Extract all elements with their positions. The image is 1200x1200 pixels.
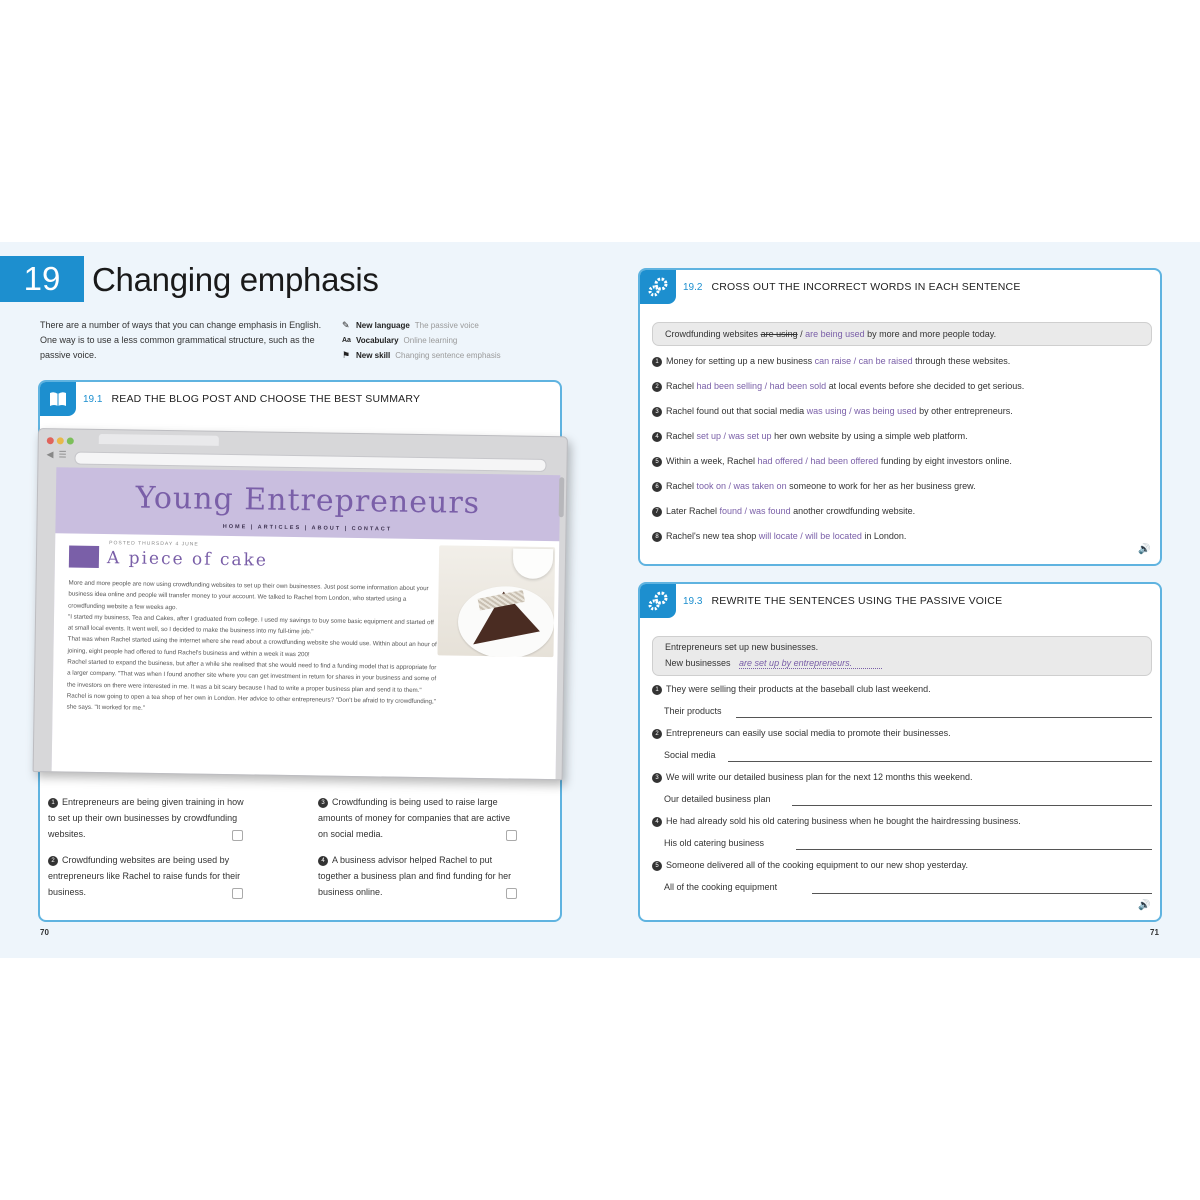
answer-input-line[interactable] (728, 761, 1152, 762)
option-number: 4 (318, 856, 328, 866)
exercise-number: 19.3 (683, 595, 703, 607)
example-text (665, 329, 996, 339)
sentence-before: Rachel found out that social media (666, 406, 807, 416)
sentence-before: Money for setting up a new business (666, 356, 815, 366)
sentence-after: by other entrepreneurs. (916, 406, 1013, 416)
option-2-checkbox[interactable] (232, 888, 243, 899)
option-1 (48, 794, 248, 842)
sentence-after: through these websites. (912, 356, 1011, 366)
back-arrow-icon[interactable]: ◀ (46, 449, 54, 460)
answer-input-line[interactable] (796, 849, 1152, 850)
item-number: 3 (652, 407, 662, 417)
meta-label: New skill (356, 351, 391, 360)
example-rewrite (652, 636, 1152, 676)
gears-icon (640, 270, 676, 304)
option-text: Crowdfunding websites are being used by entrepreneurs like Rachel to raise funds for their business. (48, 855, 241, 897)
teacup-shape (513, 548, 553, 579)
item-number: 1 (652, 357, 662, 367)
sentence-before: Within a week, Rachel (666, 456, 758, 466)
answer-input-line[interactable] (736, 717, 1152, 718)
rewrite-prompt (652, 772, 1152, 783)
rewrite-item-3 (652, 772, 1152, 816)
grammar-icon: ✎ (342, 320, 350, 330)
option-text: Crowdfunding is being used to raise large amounts of money for companies that are active on social media. (318, 797, 511, 839)
option-3-checkbox[interactable] (506, 830, 517, 841)
sentence-options[interactable]: had offered / had been offered (757, 456, 879, 466)
exercise-19-2-panel (638, 268, 1162, 566)
cake-photo (437, 545, 555, 657)
meta-value: Changing sentence emphasis (395, 351, 501, 360)
answer-start: Social media (664, 750, 716, 760)
prompt-text: Entrepreneurs can easily use social media to promote their businesses. (666, 728, 951, 738)
exercise-header (640, 270, 1021, 304)
item-number: 2 (652, 729, 662, 739)
answer-start: Their products (664, 706, 722, 716)
exercise-header (640, 584, 1002, 618)
sentence-options[interactable]: took on / was taken on (696, 481, 787, 491)
option-text: Entrepreneurs are being given training in how to set up their own businesses by crowdfunding websites. (48, 797, 244, 839)
audio-speaker-icon[interactable]: 🔊 (1138, 544, 1151, 555)
exercise-number: 19.1 (83, 393, 103, 405)
answer-start: His old catering business (664, 838, 765, 848)
sentence-after: in London. (861, 531, 907, 541)
minimize-dot-icon (57, 437, 64, 444)
rewrite-item-1 (652, 684, 1152, 728)
blog-browser-window (33, 428, 568, 780)
unit-number: 19 (0, 256, 84, 302)
example-answer: are set up by entrepreneurs. (739, 658, 882, 669)
sentence-after: at local events before she decided to get serious. (826, 381, 1025, 391)
rewrite-list (652, 684, 1152, 904)
unit-meta (342, 318, 552, 363)
example-answer-row (665, 658, 882, 668)
option-number: 1 (48, 798, 58, 808)
sentence-options[interactable]: was using / was being used (806, 406, 917, 416)
exercise-header (40, 382, 420, 416)
prompt-text: Someone delivered all of the cooking equipment to our new shop yesterday. (666, 860, 969, 870)
sentence-before: Rachel (666, 381, 697, 391)
sentence-8[interactable] (652, 531, 1024, 556)
item-number: 6 (652, 482, 662, 492)
post-body (67, 578, 439, 719)
blog-nav[interactable]: HOME | ARTICLES | ABOUT | CONTACT (222, 523, 393, 533)
unit-intro: There are a number of ways that you can change emphasis in English. One way is to use a less common grammatical structure, such as the passive voice. (40, 320, 322, 360)
meta-value: Online learning (403, 336, 458, 345)
blog-site-title: Young Entrepreneurs (135, 480, 481, 521)
item-number: 5 (652, 457, 662, 467)
sentence-list (652, 356, 1024, 556)
meta-label: Vocabulary (356, 336, 399, 345)
prompt-text: He had already sold his old catering business when he bought the hairdressing business. (666, 816, 1021, 826)
option-number: 3 (318, 798, 328, 808)
example-prompt: Entrepreneurs set up new businesses. (665, 642, 819, 652)
item-number: 7 (652, 507, 662, 517)
sentence-options[interactable]: found / was found (719, 506, 791, 516)
rewrite-prompt (652, 684, 1152, 695)
prompt-text: They were selling their products at the baseball club last weekend. (666, 684, 931, 694)
blog-page (52, 467, 561, 775)
scrollbar[interactable] (559, 477, 565, 517)
sentence-2[interactable] (652, 381, 1024, 406)
answer-input-line[interactable] (812, 893, 1152, 894)
sentence-after: funding by eight investors online. (878, 456, 1012, 466)
option-text: A business advisor helped Rachel to put together a business plan and find funding for her business online. (318, 855, 512, 897)
skill-icon: ⚑ (342, 350, 351, 360)
page-number-right: 71 (1150, 928, 1159, 937)
item-number: 2 (652, 382, 662, 392)
sentence-after: her own website by using a simple web platform. (771, 431, 968, 441)
sentence-options[interactable]: set up / was set up (696, 431, 772, 441)
blog-post (52, 533, 560, 779)
item-number: 1 (652, 685, 662, 695)
example-after: by more and more people today. (864, 329, 997, 339)
meta-label: New language (356, 321, 410, 330)
close-dot-icon (47, 437, 54, 444)
sentence-after: another crowdfunding website. (790, 506, 916, 516)
sentence-options[interactable]: can raise / can be raised (814, 356, 913, 366)
gears-icon (640, 584, 676, 618)
exercise-title: REWRITE THE SENTENCES USING THE PASSIVE VOICE (711, 595, 1003, 607)
book-spread (0, 242, 1200, 958)
option-4-checkbox[interactable] (506, 888, 517, 899)
sentence-before: Rachel (666, 481, 697, 491)
example-before: Crowdfunding websites (665, 329, 759, 339)
rewrite-item-4 (652, 816, 1152, 860)
option-3 (318, 794, 518, 842)
browser-tab[interactable] (99, 434, 219, 446)
example-sentence (652, 322, 1152, 346)
example-slash: / (797, 329, 806, 339)
exercise-19-3-panel (638, 582, 1162, 922)
sentence-6[interactable] (652, 481, 1024, 506)
sentence-1[interactable] (652, 356, 1024, 381)
meta-new-skill (342, 348, 552, 363)
post-paragraph: That was when Rachel started using the internet where she read about a crowdfunding website she would use. Within about an hour of joining, eight people had offered to fund Rachel's business and within a week it was 200! (67, 635, 437, 659)
option-2 (48, 852, 248, 900)
sentence-3[interactable] (652, 406, 1024, 431)
maximize-dot-icon (67, 437, 74, 444)
item-number: 4 (652, 432, 662, 442)
post-paragraph: More and more people are now using crowdfunding websites to set up their own businesses. Just post some information about your business idea online and people will transfer money to your account. We talked to Rachel from London, who started using a crowdfunding website a few weeks ago. (68, 579, 429, 611)
item-number: 4 (652, 817, 662, 827)
item-number: 8 (652, 532, 662, 542)
rewrite-prompt (652, 728, 1152, 739)
page-number-left: 70 (40, 928, 49, 937)
option-4 (318, 852, 518, 900)
meta-vocabulary (342, 333, 552, 348)
option-number: 2 (48, 856, 58, 866)
post-paragraph: "I started my business, Tea and Cakes, after I graduated from college. I used my savings to buy some basic equipment and started off at small local events. It went well, so I decided to make the business into my full-time job." (67, 613, 434, 636)
answer-start: Our detailed business plan (664, 794, 771, 804)
answer-input-line[interactable] (792, 805, 1152, 806)
meta-value: The passive voice (414, 321, 479, 330)
post-paragraph: Rachel started to expand the business, but after a while she realised that she would need to find a funding model that is appropriate for a larger company. "That was when I found another site where you can get investment in return for shares in your business and some of the investors on there were interested in me. It was a bit scary because I had to write a proper business plan and send it to them." (66, 658, 437, 694)
rewrite-prompt (652, 860, 1152, 871)
item-number: 5 (652, 861, 662, 871)
sentence-options[interactable]: had been selling / had been sold (696, 381, 827, 391)
exercise-title: READ THE BLOG POST AND CHOOSE THE BEST SUMMARY (111, 393, 421, 405)
sentence-4[interactable] (652, 431, 1024, 456)
exercise-number: 19.2 (683, 281, 703, 293)
sentence-before: Later Rachel (666, 506, 720, 516)
sentence-before: Rachel (666, 431, 697, 441)
vocabulary-icon: Aa (342, 337, 351, 344)
post-title: A piece of cake (106, 548, 269, 571)
sentence-5[interactable] (652, 456, 1024, 481)
sentence-7[interactable] (652, 506, 1024, 531)
rewrite-item-5 (652, 860, 1152, 904)
example-crossed: are using (760, 329, 798, 339)
book-icon (40, 382, 76, 416)
post-paragraph: Rachel is now going to open a tea shop of her own in London. Her advice to other entrepreneurs? "Don't be afraid to try crowdfunding," she says. "It worked for me." (66, 692, 436, 712)
post-accent-square (69, 546, 99, 568)
answer-start: All of the cooking equipment (664, 882, 778, 892)
menu-icon[interactable]: ☰ (58, 449, 67, 460)
option-1-checkbox[interactable] (232, 830, 243, 841)
example-start: New businesses (665, 658, 731, 668)
audio-speaker-icon[interactable]: 🔊 (1138, 900, 1151, 911)
sentence-after: someone to work for her as her business grew. (786, 481, 976, 491)
rewrite-item-2 (652, 728, 1152, 772)
sentence-options[interactable]: will locate / will be located (758, 531, 862, 541)
unit-title: Changing emphasis (92, 261, 379, 298)
rewrite-prompt (652, 816, 1152, 827)
item-number: 3 (652, 773, 662, 783)
prompt-text: We will write our detailed business plan for the next 12 months this weekend. (666, 772, 973, 782)
sentence-before: Rachel's new tea shop (666, 531, 759, 541)
meta-new-language (342, 318, 552, 333)
example-correct: are being used (805, 329, 865, 339)
post-date: POSTED THURSDAY 4 JUNE (109, 540, 199, 548)
exercise-title: CROSS OUT THE INCORRECT WORDS IN EACH SENTENCE (711, 281, 1021, 293)
